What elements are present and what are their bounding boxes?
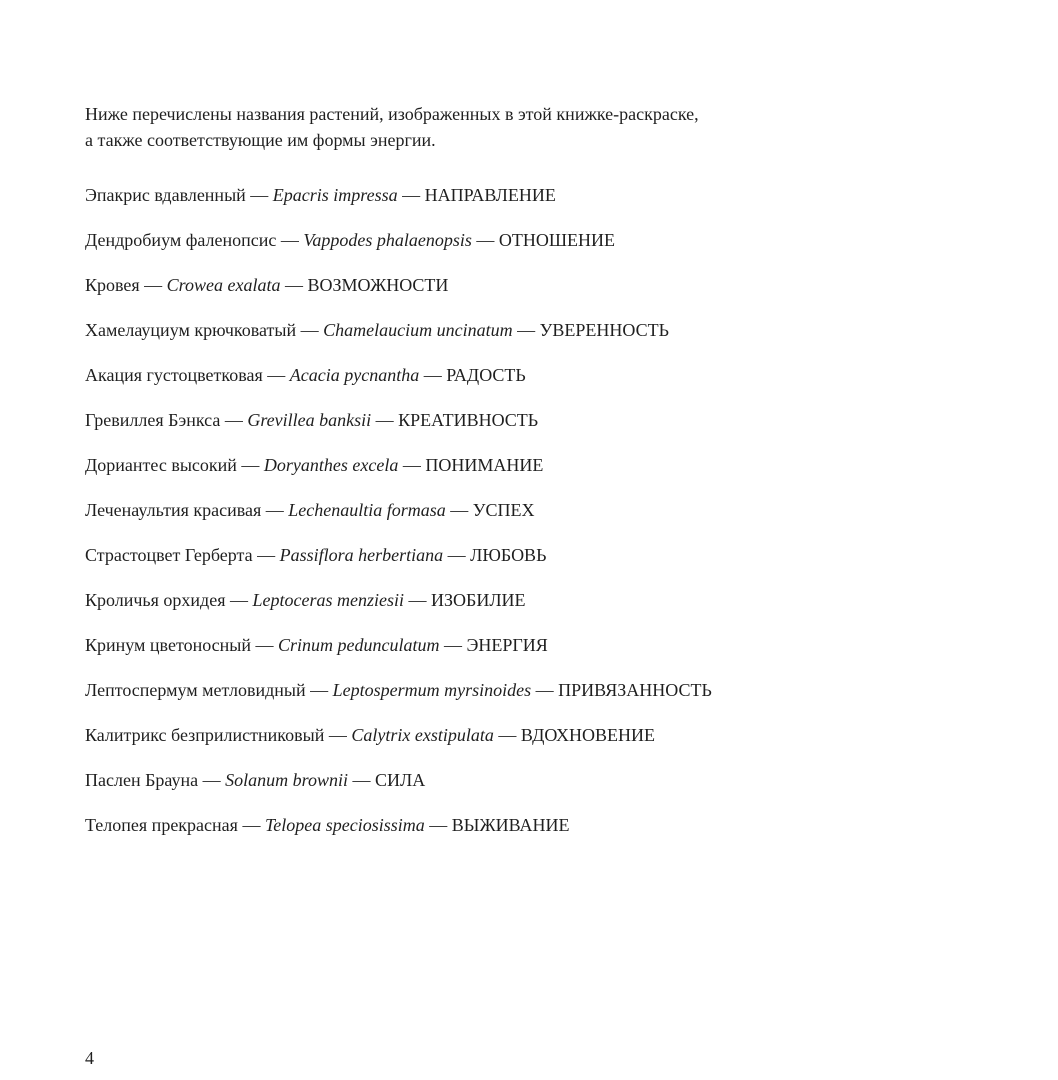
plant-common-name: Страстоцвет Герберта — [85, 545, 253, 565]
plant-common-name: Кринум цветоносный — [85, 635, 251, 655]
list-item — [85, 315, 985, 360]
plant-common-name: Кровея — [85, 275, 140, 295]
dash-separator: — — [493, 725, 521, 745]
page-number: 4 — [85, 1048, 94, 1068]
energy-form: ИЗОБИЛИЕ — [430, 590, 526, 610]
energy-form: ВОЗМОЖНОСТИ — [307, 275, 449, 295]
dash-separator: — — [262, 365, 290, 385]
dash-separator: — — [251, 635, 278, 655]
energy-form: ВЫЖИВАНИЕ — [451, 815, 570, 835]
list-item — [85, 810, 985, 855]
dash-separator: — — [305, 680, 333, 700]
plant-latin-name: Calytrix exstipulata — [351, 725, 494, 745]
dash-separator: — — [220, 410, 248, 430]
energy-form: ЛЮБОВЬ — [470, 545, 547, 565]
plant-latin-name: Acacia pycnantha — [289, 365, 420, 385]
plant-common-name: Акация густоцветковая — [85, 365, 263, 385]
dash-separator: — — [443, 545, 471, 565]
dash-separator: — — [236, 455, 264, 475]
dash-separator: — — [198, 770, 226, 790]
plant-common-name: Леченаультия красивая — [85, 500, 262, 520]
dash-separator: — — [419, 365, 447, 385]
energy-form: ПОНИМАНИЕ — [425, 455, 544, 475]
dash-separator: — — [237, 815, 265, 835]
energy-form: УСПЕХ — [472, 500, 535, 520]
energy-form: НАПРАВЛЕНИЕ — [424, 185, 556, 205]
dash-separator: — — [324, 725, 352, 745]
dash-separator: — — [225, 590, 253, 610]
plant-latin-name: Solanum brownii — [225, 770, 348, 790]
plant-latin-name: Leptoceras menziesii — [252, 590, 404, 610]
plant-latin-name: Doryanthes excela — [263, 455, 399, 475]
dash-separator: — — [296, 320, 324, 340]
list-item — [85, 405, 985, 450]
dash-separator: — — [276, 230, 304, 250]
list-item — [85, 360, 985, 405]
dash-separator: — — [403, 590, 431, 610]
list-item — [85, 630, 985, 675]
dash-separator: — — [445, 500, 473, 520]
list-item — [85, 450, 985, 495]
energy-form: ЭНЕРГИЯ — [466, 635, 548, 655]
dash-separator: — — [245, 185, 273, 205]
dash-separator: — — [471, 230, 499, 250]
dash-separator: — — [531, 680, 559, 700]
list-item — [85, 675, 985, 720]
intro-line-2: а также соответствующие им формы энергии. — [85, 130, 436, 150]
energy-form: УВЕРЕННОСТЬ — [539, 320, 669, 340]
plant-latin-name: Crinum pedunculatum — [278, 635, 440, 655]
energy-form: РАДОСТЬ — [446, 365, 526, 385]
plant-latin-name: Chamelaucium uncinatum — [323, 320, 513, 340]
plant-common-name: Хамелауциум крючковатый — [85, 320, 297, 340]
dash-separator: — — [252, 545, 280, 565]
plant-latin-name: Grevillea banksii — [247, 410, 372, 430]
plant-common-name: Эпакрис вдавленный — [85, 185, 246, 205]
plant-latin-name: Passiflora herbertiana — [279, 545, 444, 565]
list-item — [85, 270, 985, 315]
plant-latin-name: Leptospermum myrsinoides — [332, 680, 532, 700]
energy-form: ВДОХНОВЕНИЕ — [520, 725, 656, 745]
dash-separator: — — [261, 500, 289, 520]
intro-line-1: Ниже перечислены названия растений, изображенных в этой книжке-раскраске, — [85, 104, 699, 124]
energy-form: ПРИВЯЗАННОСТЬ — [558, 680, 712, 700]
list-item — [85, 495, 985, 540]
dash-separator: — — [439, 635, 467, 655]
plant-common-name: Телопея прекрасная — [85, 815, 238, 835]
plant-common-name: Гревиллея Бэнкса — [85, 410, 221, 430]
plant-latin-name: Epacris impressa — [272, 185, 398, 205]
dash-separator: — — [280, 275, 308, 295]
dash-separator: — — [139, 275, 167, 295]
plant-common-name: Кроличья орхидея — [85, 590, 226, 610]
dash-separator: — — [398, 455, 426, 475]
energy-form: ОТНОШЕНИЕ — [498, 230, 616, 250]
plant-latin-name: Telopea speciosissima — [264, 815, 425, 835]
list-item — [85, 585, 985, 630]
list-item — [85, 540, 985, 585]
list-item — [85, 720, 985, 765]
dash-separator: — — [424, 815, 452, 835]
plant-latin-name: Lechenaultia formasa — [288, 500, 446, 520]
plant-common-name: Калитрикс безприлистниковый — [85, 725, 325, 745]
energy-form: КРЕАТИВНОСТЬ — [398, 410, 539, 430]
dash-separator: — — [397, 185, 425, 205]
dash-separator: — — [512, 320, 540, 340]
dash-separator: — — [371, 410, 399, 430]
list-item — [85, 225, 985, 270]
plant-latin-name: Crowea exalata — [166, 275, 281, 295]
plant-energy-list — [85, 180, 985, 855]
plant-latin-name: Vappodes phalaenopsis — [303, 230, 472, 250]
list-item — [85, 180, 985, 225]
energy-form: СИЛА — [374, 770, 426, 790]
dash-separator: — — [347, 770, 375, 790]
plant-common-name: Дендробиум фаленопсис — [85, 230, 277, 250]
intro-paragraph — [85, 101, 985, 153]
plant-common-name: Лептоспермум метловидный — [85, 680, 306, 700]
plant-common-name: Дориантес высокий — [85, 455, 237, 475]
plant-common-name: Паслен Брауна — [85, 770, 199, 790]
list-item — [85, 765, 985, 810]
